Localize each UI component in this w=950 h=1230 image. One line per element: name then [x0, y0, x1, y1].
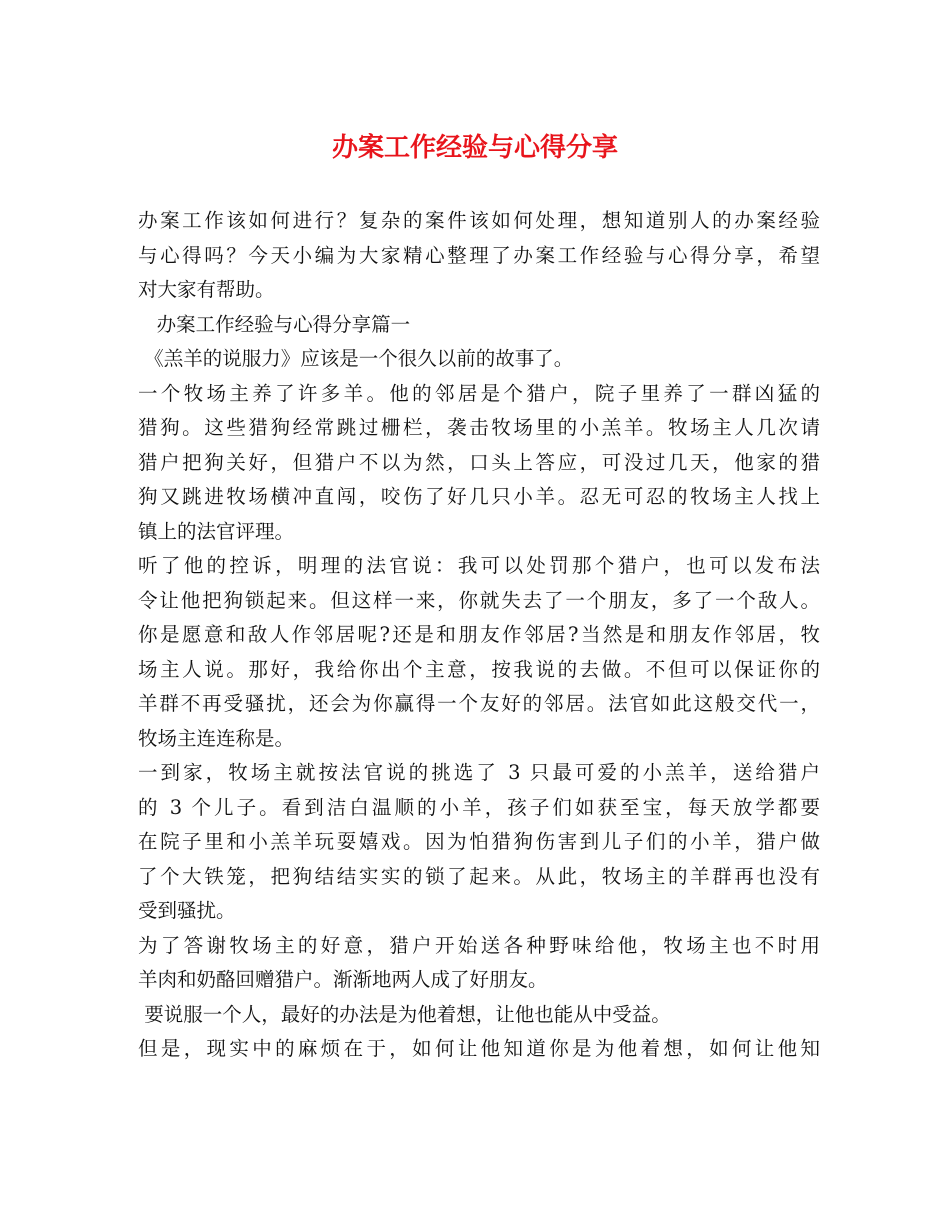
text-line: 的 3 个儿子。看到洁白温顺的小羊，孩子们如获至宝，每天放学都要 [138, 795, 820, 819]
text-line: 牧场主连连称是。 [138, 726, 295, 750]
text-line: 为了答谢牧场主的好意，猎户开始送各种野味给他，牧场主也不时用 [138, 933, 820, 957]
text-line: 但是，现实中的麻烦在于，如何让他知道你是为他着想，如何让他知 [138, 1037, 820, 1060]
text-line: 一个牧场主养了许多羊。他的邻居是个猎户，院子里养了一群凶猛的 [138, 381, 820, 405]
text-line: 要说服一个人，最好的办法是为他着想，让他也能从中受益。 [138, 1002, 671, 1026]
text-line: 你是愿意和敌人作邻居呢?还是和朋友作邻居?当然是和朋友作邻居，牧 [138, 623, 820, 646]
text-line: 《羔羊的说服力》应该是一个很久以前的故事了。 [138, 347, 574, 370]
text-line: 与心得吗？今天小编为大家精心整理了办案工作经验与心得分享，希望 [138, 243, 820, 267]
text-line: 猎户把狗关好，但猎户不以为然，口头上答应，可没过几天，他家的猎 [138, 450, 820, 474]
document-body [138, 204, 820, 1067]
text-line: 羊肉和奶酪回赠猎户。渐渐地两人成了好朋友。 [138, 968, 548, 991]
text-line: 猎狗。这些猎狗经常跳过栅栏，袭击牧场里的小羔羊。牧场主人几次请 [138, 416, 820, 439]
text-line: 听了他的控诉，明理的法官说：我可以处罚那个猎户，也可以发布法 [138, 554, 820, 577]
text-line: 镇上的法官评理。 [138, 519, 295, 543]
text-line: 受到骚扰。 [138, 899, 236, 922]
text-line: 办案工作经验与心得分享篇一 [138, 312, 411, 336]
text-line: 对大家有帮助。 [138, 278, 275, 301]
text-line: 办案工作该如何进行？复杂的案件该如何处理，想知道别人的办案经验 [138, 209, 820, 232]
text-line: 狗又跳进牧场横冲直闯，咬伤了好几只小羊。忍无可忍的牧场主人找上 [138, 485, 820, 508]
text-line: 场主人说。那好，我给你出个主意，按我说的去做。不但可以保证你的 [138, 657, 820, 681]
text-line: 在院子里和小羔羊玩耍嬉戏。因为怕猎狗伤害到儿子们的小羊，猎户做 [138, 830, 820, 853]
document-title: 办案工作经验与心得分享 [331, 133, 618, 163]
text-line: 一到家，牧场主就按法官说的挑选了 3 只最可爱的小羔羊，送给猎户 [138, 761, 820, 784]
text-line: 羊群不再受骚扰，还会为你赢得一个友好的邻居。法官如此这般交代一， [138, 692, 820, 715]
text-line: 了个大铁笼，把狗结结实实的锁了起来。从此，牧场主的羊群再也没有 [138, 864, 820, 888]
text-line: 令让他把狗锁起来。但这样一来，你就失去了一个朋友，多了一个敌人。 [138, 588, 820, 612]
